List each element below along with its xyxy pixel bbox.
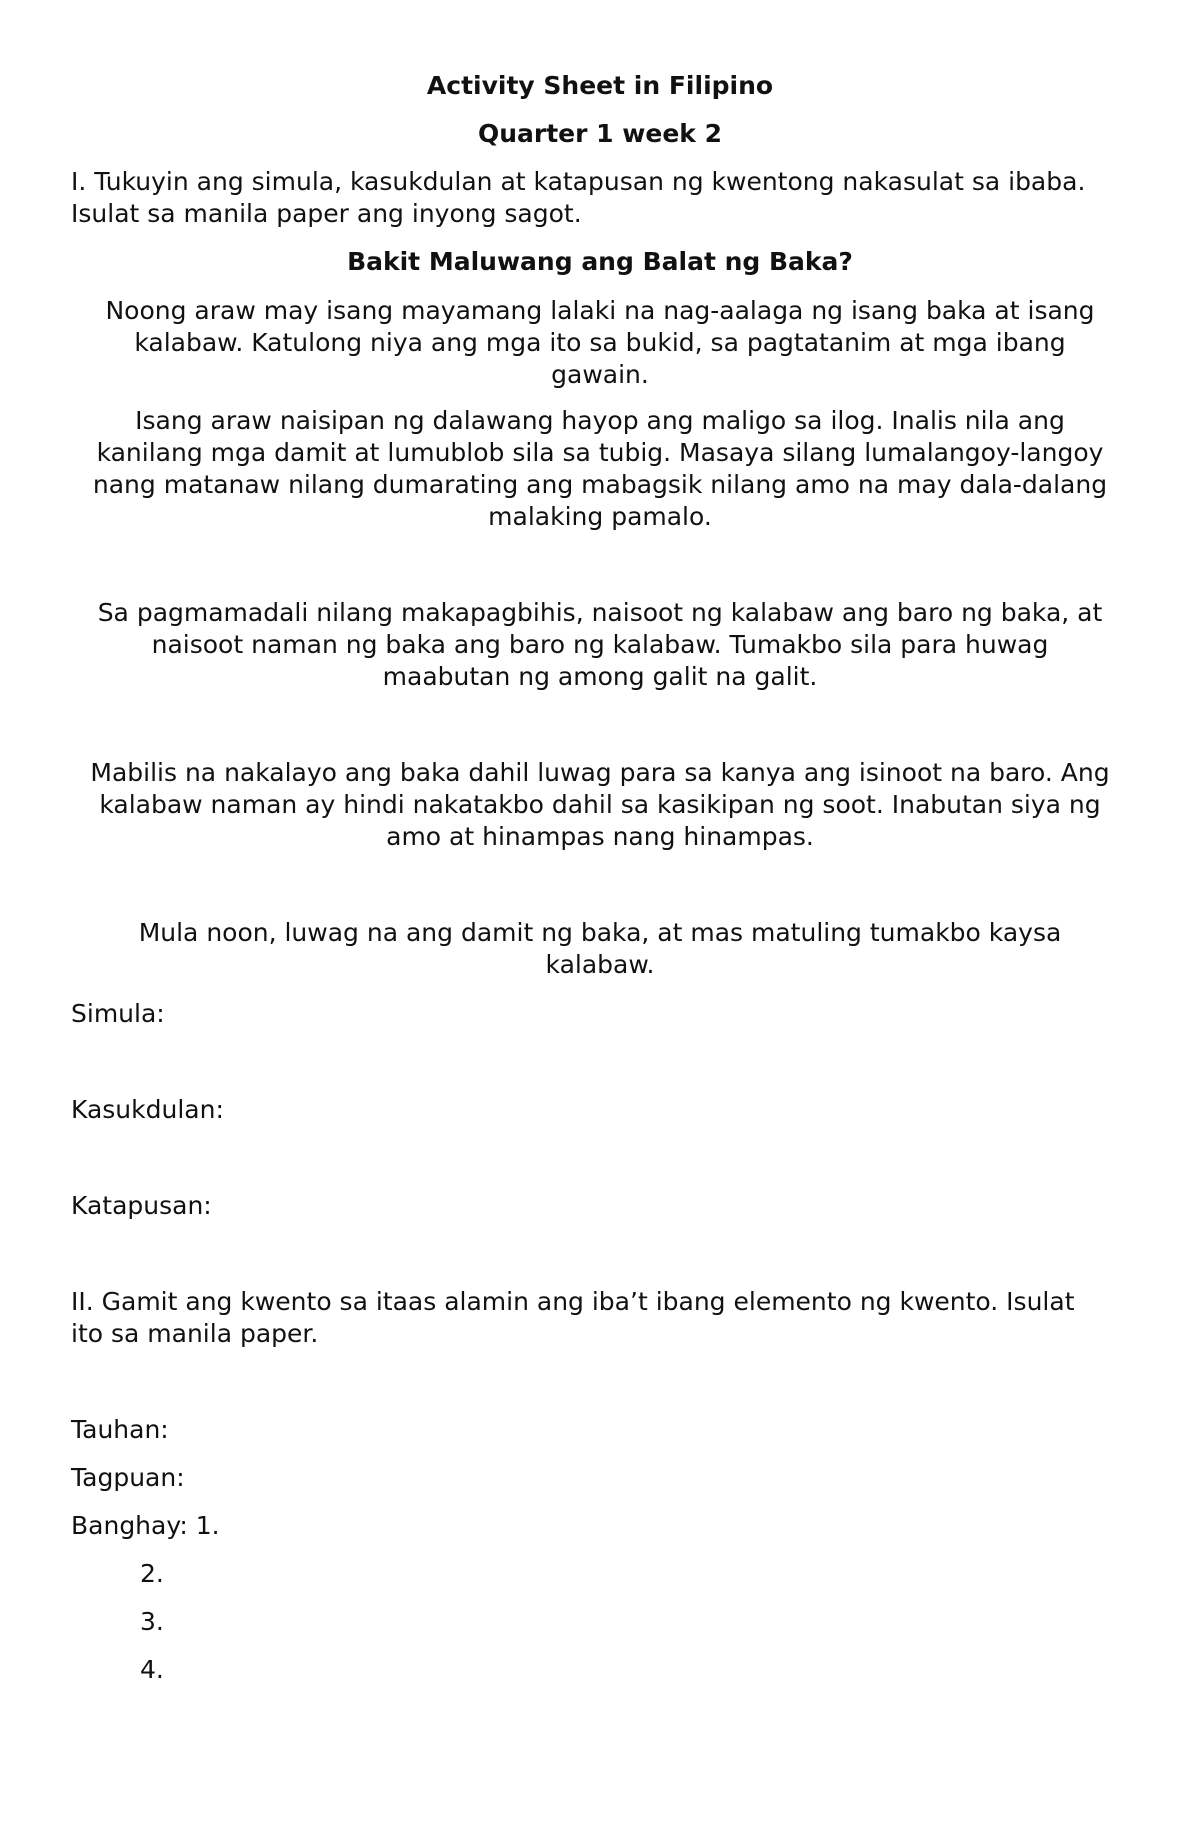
part2-instruction-line-2: ito sa manila paper. bbox=[71, 1319, 319, 1348]
story-paragraph-2-line: nang matanaw nilang dumarating ang mabagsik nilang amo na may dala-dalang bbox=[92, 470, 1108, 499]
story-paragraph-1-line: gawain. bbox=[551, 360, 649, 389]
story-paragraph-2-line: malaking pamalo. bbox=[488, 502, 712, 531]
tagpuan-label: Tagpuan: bbox=[71, 1463, 185, 1492]
part2-instruction-line-1: II. Gamit ang kwento sa itaas alamin ang iba’t ibang elemento ng kwento. Isulat bbox=[71, 1287, 1075, 1316]
page-subtitle: Quarter 1 week 2 bbox=[477, 119, 723, 148]
part1-instruction-line-2: Isulat sa manila paper ang inyong sagot. bbox=[71, 199, 582, 228]
part1-instruction-line-1: I. Tukuyin ang simula, kasukdulan at katapusan ng kwentong nakasulat sa ibaba. bbox=[71, 167, 1086, 196]
story-paragraph-2-line: Isang araw naisipan ng dalawang hayop ang maligo sa ilog. Inalis nila ang bbox=[135, 406, 1065, 435]
katapusan-label: Katapusan: bbox=[71, 1191, 212, 1220]
page-title: Activity Sheet in Filipino bbox=[426, 71, 774, 100]
story-paragraph-2-line: kanilang mga damit at lumublob sila sa tubig. Masaya silang lumalangoy-langoy bbox=[96, 438, 1104, 467]
story-paragraph-4-line: amo at hinampas nang hinampas. bbox=[386, 822, 814, 851]
banghay-label: Banghay: 1. bbox=[71, 1511, 220, 1540]
banghay-item-number: 4. bbox=[140, 1655, 164, 1684]
story-paragraph-1-line: Noong araw may isang mayamang lalaki na nag-aalaga ng isang baka at isang bbox=[105, 296, 1095, 325]
story-paragraph-1-line: kalabaw. Katulong niya ang mga ito sa bukid, sa pagtatanim at mga ibang bbox=[134, 328, 1066, 357]
story-paragraph-4-line: Mabilis na nakalayo ang baka dahil luwag para sa kanya ang isinoot na baro. Ang bbox=[90, 758, 1110, 787]
story-paragraph-5-line: kalabaw. bbox=[545, 950, 655, 979]
tauhan-label: Tauhan: bbox=[71, 1415, 169, 1444]
story-paragraph-3-line: maabutan ng among galit na galit. bbox=[382, 662, 818, 691]
story-paragraph-3-line: naisoot naman ng baka ang baro ng kalabaw. Tumakbo sila para huwag bbox=[151, 630, 1049, 659]
simula-label: Simula: bbox=[71, 999, 165, 1028]
story-title: Bakit Maluwang ang Balat ng Baka? bbox=[347, 247, 853, 276]
story-paragraph-5-line: Mula noon, luwag na ang damit ng baka, at mas matuling tumakbo kaysa bbox=[138, 918, 1062, 947]
kasukdulan-label: Kasukdulan: bbox=[71, 1095, 224, 1124]
story-paragraph-3-line: Sa pagmamadali nilang makapagbihis, naisoot ng kalabaw ang baro ng baka, at bbox=[97, 598, 1103, 627]
banghay-item-number: 2. bbox=[140, 1559, 164, 1588]
story-paragraph-4-line: kalabaw naman ay hindi nakatakbo dahil sa kasikipan ng soot. Inabutan siya ng bbox=[99, 790, 1101, 819]
banghay-item-number: 3. bbox=[140, 1607, 164, 1636]
